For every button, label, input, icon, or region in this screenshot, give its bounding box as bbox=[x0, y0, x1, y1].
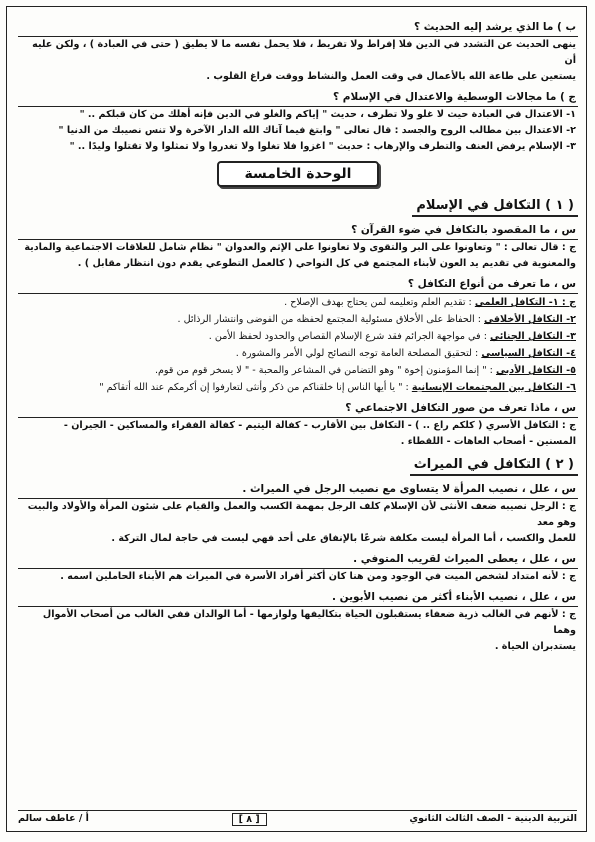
type-text: : تقديم العلم وتعليمه لمن يحتاج بهدف الإصلاح . bbox=[284, 297, 472, 308]
lesson1-q3: س ، ماذا تعرف من صور التكافل الاجتماعي ؟ bbox=[18, 399, 578, 418]
page-number: [ ٨ ] bbox=[232, 813, 267, 826]
lesson1-a1-line1: ج : قال تعالى : " وتعاونوا على البر والتقوى ولا تعاونوا على الإثم والعدوان " نظام شامل للعلاقات الاجتماعية والمادية bbox=[24, 242, 576, 253]
answer-c-item3: ٣- الإسلام يرفض العنف والتطرف والإرهاب : حديث " اغزوا فلا تغلوا ولا تغدروا ولا تمثلوا ولا تقتلوا وليدًا .. " bbox=[69, 141, 576, 152]
lesson2-a2: ج : لأنه امتداد لشخص الميت في الوجود ومن هنا كان أكثر أفراد الأسرة في الميراث هم الأبناء الحاملين اسمه . bbox=[60, 571, 576, 582]
type-item bbox=[18, 294, 578, 311]
type-item bbox=[18, 362, 578, 379]
lesson2-q3: س ، علل ، نصيب الأبناء أكثر من نصيب الأبوين . bbox=[18, 588, 578, 607]
type-label: ج : ١- التكافل العلمي bbox=[474, 297, 576, 308]
lesson2-a3-line2: يستدبران الحياة . bbox=[494, 641, 576, 652]
lesson2-q1: س ، علل ، نصيب المرأة لا يتساوى مع نصيب الرجل في الميراث . bbox=[18, 480, 578, 499]
lesson1-q1: س ، ما المقصود بالتكافل في ضوء القرآن ؟ bbox=[18, 221, 578, 240]
lesson1-a1-line2: والمعنوية في تقديم يد العون لأبناء المجتمع في كل النواحي ( كالعمل التطوعي يقدم دون انتظار مقابل ) . bbox=[77, 258, 576, 269]
page-footer bbox=[18, 810, 577, 826]
lesson2-title: ( ٢ ) التكافل في الميراث bbox=[410, 456, 578, 476]
answer-b-line2: يستعين على طاعة الله بالأعمال في وقت العمل والنشاط ووقت فراغ القلوب . bbox=[206, 71, 576, 82]
question-c: ج ) ما مجالات الوسطية والاعتدال في الإسلام ؟ bbox=[18, 88, 578, 107]
type-item bbox=[18, 379, 578, 396]
type-text: : الحفاظ على الأخلاق مسئولية المجتمع لحفظه من الفوضى وانتشار الرذائل . bbox=[177, 314, 481, 325]
type-item bbox=[18, 328, 578, 345]
type-item bbox=[18, 345, 578, 362]
type-label: ٣- التكافل الجنائي bbox=[490, 331, 576, 342]
type-label: ٥- التكافل الأدبي bbox=[495, 365, 576, 376]
footer-subject: التربية الدينية - الصف الثالث الثانوي bbox=[409, 813, 577, 824]
question-b: ب ) ما الذي يرشد إليه الحديث ؟ bbox=[18, 18, 578, 37]
lesson1-title: ( ١ ) التكافل في الإسلام bbox=[412, 197, 578, 217]
lesson1-a3-line1: ج : التكافل الأسري ( كلكم راع .. ) - التكافل بين الأقارب - كفالة اليتيم - كفالة الفقراء والمساكين - الجيران - bbox=[63, 420, 576, 431]
answer-b-line1: ينهى الحديث عن التشدد في الدين فلا إفراط ولا تفريط ، فلا يحمل نفسه ما لا يطيق ( حتى في العبادة ) ، ولكن عليه أن bbox=[32, 39, 576, 66]
type-text: : " إنما المؤمنون إخوة " وهو التضامن في المشاعر والمحبة - " لا يسخر قوم من قوم. bbox=[154, 365, 493, 376]
footer-author: أ / عاطف سالم bbox=[18, 813, 89, 824]
type-label: ٤- التكافل السياسي bbox=[481, 348, 576, 359]
answer-c-item2: ٢- الاعتدال بين مطالب الروح والجسد : قال تعالى " وابتغ فيما آتاك الله الدار الآخرة ولا تنس نصيبك من الدنيا " bbox=[58, 125, 576, 136]
unit-title: الوحدة الخامسة bbox=[217, 161, 380, 187]
unit-heading bbox=[18, 161, 578, 187]
type-item bbox=[18, 311, 578, 328]
lesson2-a1-line1: ج : الرجل نصيبه ضعف الأنثى لأن الإسلام كلف الرجل بمهمة الكسب والعمل والقيام على شئون المرأة والأولاد والبيت وهو معد bbox=[27, 501, 576, 528]
type-text: : لتحقيق المصلحة العامة توجه النصائح لولي الأمر والمشورة . bbox=[235, 348, 479, 359]
type-text: : " يا أيها الناس إنا خلقناكم من ذكر وأنثى لتعارفوا إن أكرمكم عند الله أتقاكم " bbox=[99, 382, 409, 393]
type-label: ٢- التكافل الأخلاقي bbox=[484, 314, 576, 325]
lesson2-q2: س ، علل ، يعطى الميراث لقريب المتوفي . bbox=[18, 550, 578, 569]
lesson1-q2: س ، ما تعرف من أنواع التكافل ؟ bbox=[18, 275, 578, 294]
lesson2-a3-line1: ج : لأنهم في الغالب ذرية ضعفاء يستقبلون الحياة بتكاليفها ولوازمها - أما الوالدان ففي الغالب من أصحاب الأموال وهما bbox=[42, 609, 576, 636]
type-label: ٦- التكافل بين المجتمعات الإنسانية bbox=[411, 382, 576, 393]
lesson2-a1-line2: للعمل والكسب ، أما المرأة ليست مكلفة شرعًا بالإنفاق على أحد فهي ليست في حاجة لمال التركة . bbox=[111, 533, 576, 544]
document-page bbox=[18, 18, 578, 655]
lesson1-a3-line2: المسنين - أصحاب العاهات - اللقطاء . bbox=[400, 436, 576, 447]
answer-c-item1: ١- الاعتدال في العبادة حيث لا غلو ولا تطرف ، حديث " إياكم والغلو في الدين فإنه أهلك من كان قبلكم .. " bbox=[79, 109, 576, 120]
type-text: : في مواجهة الجرائم فقد شرع الإسلام القصاص والحدود لحفظ الأمن . bbox=[208, 331, 487, 342]
